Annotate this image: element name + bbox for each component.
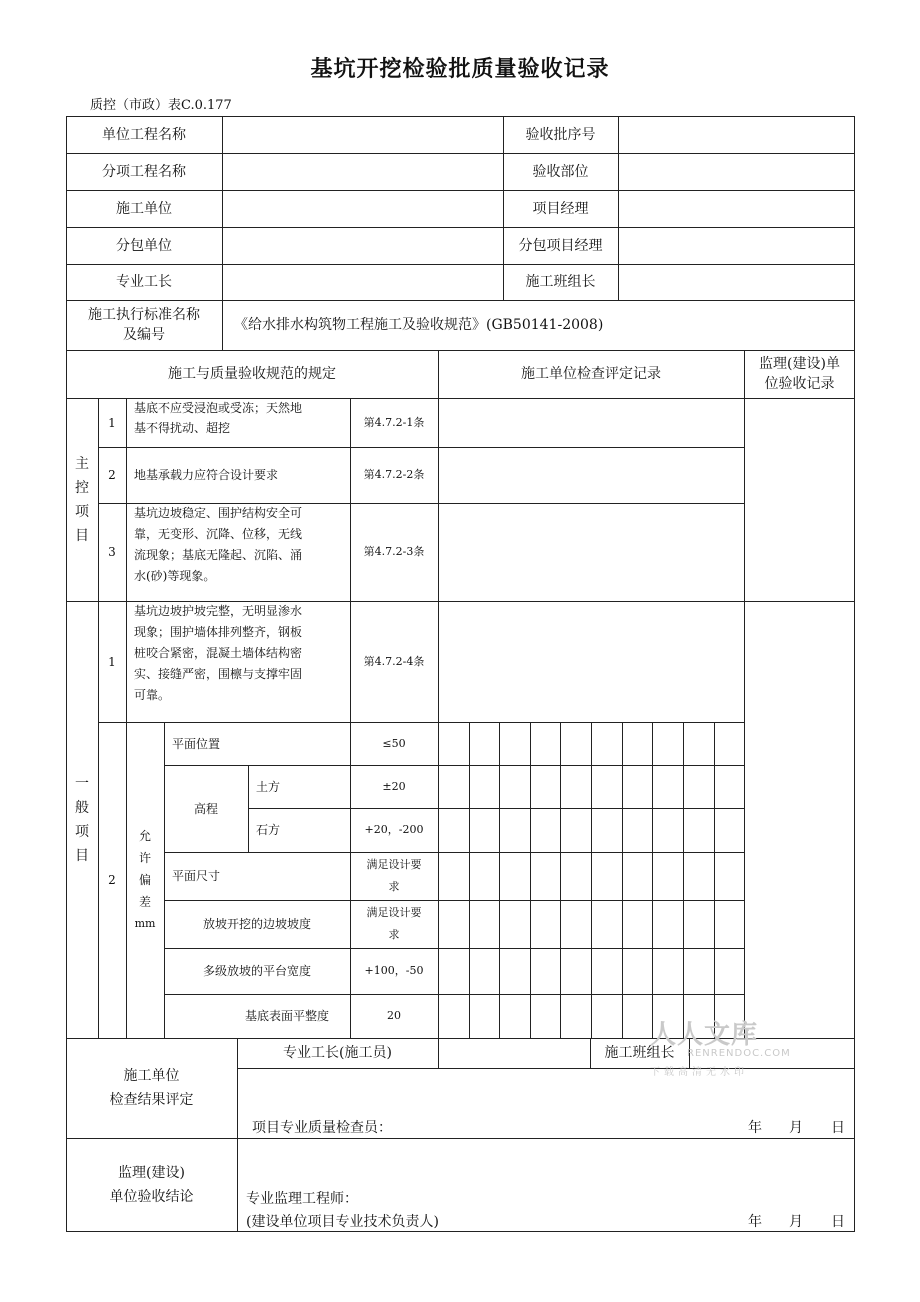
date-year-2: 年 bbox=[748, 1214, 762, 1230]
general-item-1-clause: 第4.7.2-4条 bbox=[363, 654, 425, 668]
supervision-conclusion-label: 监理(建设) 单位验收结论 bbox=[109, 1164, 194, 1205]
supervising-engineer-label: 专业监理工程师： bbox=[246, 1191, 358, 1207]
main-item-2-clause: 第4.7.2-2条 bbox=[363, 468, 425, 481]
field-unit-project-name[interactable] bbox=[222, 116, 503, 153]
general-item-1-record[interactable] bbox=[438, 601, 744, 722]
field-subcontract-unit[interactable] bbox=[222, 227, 503, 264]
field-team-leader[interactable] bbox=[618, 264, 855, 300]
foreman-signature-field[interactable] bbox=[438, 1038, 590, 1068]
field-sub-project-name[interactable] bbox=[222, 153, 503, 190]
main-item-1-clause: 第4.7.2-1条 bbox=[363, 415, 425, 429]
main-item-3-record[interactable] bbox=[438, 503, 744, 601]
standard-value: 《给水排水构筑物工程施工及验收规范》(GB50141-2008) bbox=[234, 317, 604, 333]
date-month-1: 月 bbox=[789, 1120, 803, 1136]
quality-inspector-label: 项目专业质量检查员： bbox=[252, 1120, 392, 1136]
owner-tech-lead-label: (建设单位项目专业技术负责人) bbox=[246, 1214, 439, 1230]
label-project-manager: 项目经理 bbox=[532, 200, 589, 217]
main-item-3-clause: 第4.7.2-3条 bbox=[363, 545, 425, 558]
deviation-value-platform-width: +100，-50 bbox=[364, 964, 424, 977]
general-supervision-record[interactable] bbox=[744, 601, 855, 1038]
date-month-2: 月 bbox=[789, 1214, 803, 1230]
main-item-2-text: 地基承载力应符合设计要求 bbox=[134, 468, 279, 482]
deviation-row-base-flatness: 基底表面平整度 bbox=[244, 1009, 329, 1023]
label-unit-project-name: 单位工程名称 bbox=[102, 126, 186, 143]
main-item-3-text: 基坑边坡稳定、围护结构安全可 靠，无变形、沉降、位移，无线 流现象；基底无隆起、沉陷、涌 水(砂)等现象。 bbox=[134, 506, 303, 583]
watermark-domain: RENRENDOC.COM bbox=[687, 1048, 791, 1059]
date-year-1: 年 bbox=[748, 1120, 762, 1136]
general-item-2-no: 2 bbox=[108, 873, 116, 887]
main-supervision-record[interactable] bbox=[744, 398, 855, 601]
main-item-3-no: 3 bbox=[108, 545, 116, 559]
main-item-1-no: 1 bbox=[108, 415, 116, 430]
label-sub-project-manager: 分包项目经理 bbox=[518, 237, 603, 254]
watermark-subtext: 下载高清无水印 bbox=[650, 1067, 748, 1078]
field-batch-no[interactable] bbox=[618, 116, 855, 153]
deviation-row-earthwork: 土方 bbox=[256, 779, 281, 794]
deviation-value-base-flatness: 20 bbox=[387, 1009, 401, 1022]
col-header-spec: 施工与质量验收规范的规定 bbox=[168, 366, 336, 382]
label-batch-no: 验收批序号 bbox=[525, 126, 596, 143]
field-foreman[interactable] bbox=[222, 264, 503, 300]
label-standard: 施工执行标准名称 及编号 bbox=[88, 307, 200, 343]
allowable-deviation-label: 允 许 偏 差 mm bbox=[134, 829, 156, 930]
main-control-label: 主 控 项 目 bbox=[75, 455, 89, 544]
main-item-2-record[interactable] bbox=[438, 447, 744, 503]
general-item-1-no: 1 bbox=[108, 654, 116, 669]
deviation-value-plane-size: 满足设计要 求 bbox=[366, 858, 422, 893]
deviation-row-slope-grade: 放坡开挖的边坡坡度 bbox=[202, 917, 311, 931]
general-label: 一 般 项 目 bbox=[75, 775, 89, 864]
main-item-1-record[interactable] bbox=[438, 398, 744, 447]
deviation-value-slope-grade: 满足设计要 求 bbox=[366, 906, 422, 941]
field-sub-project-manager[interactable] bbox=[618, 227, 855, 264]
label-construction-unit: 施工单位 bbox=[116, 200, 172, 217]
label-subcontract-unit: 分包单位 bbox=[116, 237, 172, 254]
deviation-value-plane-position: ≤50 bbox=[382, 736, 406, 750]
deviation-row-rockwork: 石方 bbox=[256, 823, 281, 837]
main-item-2-no: 2 bbox=[108, 468, 116, 482]
deviation-row-plane-position: 平面位置 bbox=[172, 736, 221, 751]
label-inspection-part: 验收部位 bbox=[532, 163, 589, 180]
date-day-2: 日 bbox=[831, 1214, 845, 1230]
page-title: 基坑开挖检验批质量验收记录 bbox=[310, 57, 610, 82]
date-day-1: 日 bbox=[831, 1120, 845, 1136]
label-sub-project-name: 分项工程名称 bbox=[102, 163, 186, 180]
deviation-value-rockwork: +20，-200 bbox=[364, 823, 424, 836]
deviation-row-platform-width: 多级放坡的平台宽度 bbox=[202, 964, 311, 978]
foreman-signature-label: 专业工长(施工员) bbox=[283, 1045, 392, 1061]
label-foreman: 专业工长 bbox=[116, 274, 172, 290]
main-item-1-text: 基底不应受浸泡或受冻；天然地 基不得扰动、超挖 bbox=[134, 401, 303, 435]
field-inspection-part[interactable] bbox=[618, 153, 855, 190]
label-team-leader: 施工班组长 bbox=[525, 274, 596, 290]
deviation-value-earthwork: ±20 bbox=[382, 779, 406, 793]
form-code: 质控（市政）表C.0.177 bbox=[90, 98, 232, 113]
general-item-1-text: 基坑边坡护坡完整，无明显渗水 现象；围护墙体排列整齐，钢板 桩咬合紧密，混凝土墙体结构密 实、接缝严密，围檩与支撑牢固 可靠。 bbox=[134, 604, 303, 702]
team-leader-signature-label: 施工班组长 bbox=[604, 1045, 675, 1061]
deviation-group-elevation: 高程 bbox=[193, 801, 218, 816]
deviation-row-plane-size: 平面尺寸 bbox=[172, 869, 221, 883]
field-construction-unit[interactable] bbox=[222, 190, 503, 227]
field-project-manager[interactable] bbox=[618, 190, 855, 227]
col-header-record: 施工单位检查评定记录 bbox=[521, 366, 661, 382]
col-header-supervision: 监理(建设)单 位验收记录 bbox=[759, 356, 840, 392]
construction-check-label: 施工单位 检查结果评定 bbox=[109, 1068, 194, 1108]
watermark-logo-text: 人人文库 bbox=[650, 1020, 759, 1050]
